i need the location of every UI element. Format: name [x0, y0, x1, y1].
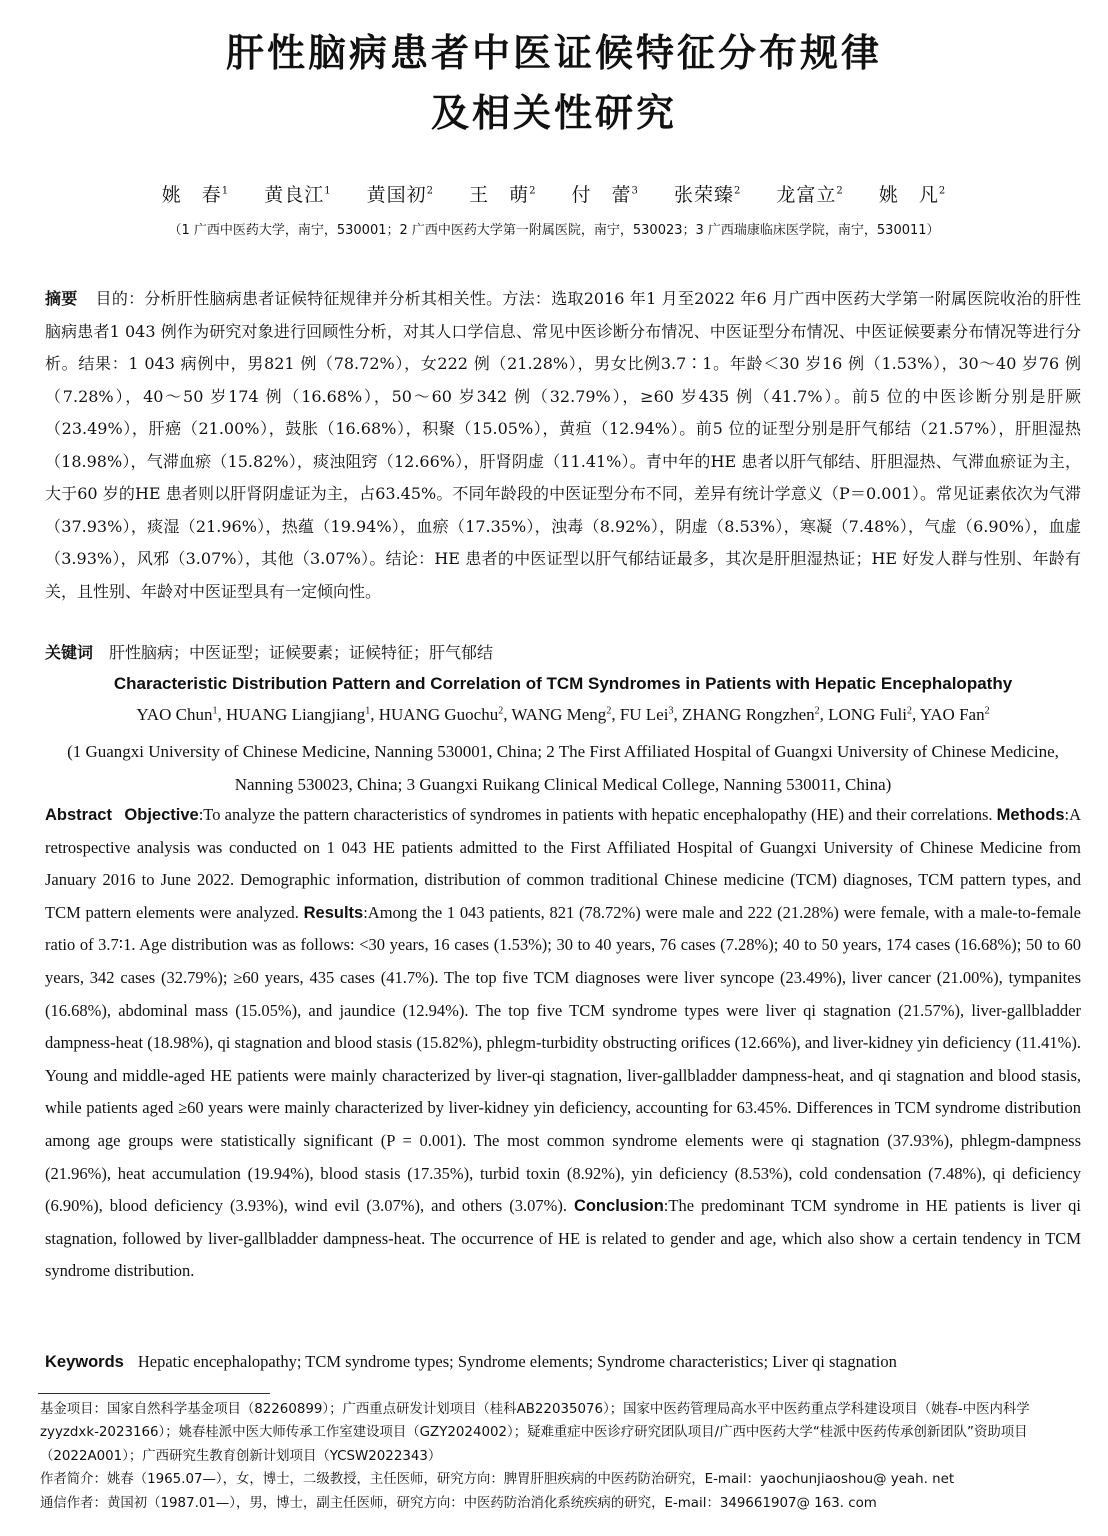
keywords-cn-text: 肝性脑病；中医证型；证候要素；证候特征；肝气郁结 [109, 643, 494, 662]
author-cn: 王 萌$^2$ [469, 184, 537, 206]
title-en: Characteristic Distribution Pattern and Correlation of TCM Syndromes in Patients with Hepatic Encephalopathy [113, 674, 1013, 693]
author-cn: 张荣臻$^2$ [673, 184, 742, 206]
author-en: HUANG Liangjiang$^1$ [225, 705, 371, 724]
author-cn: 黄国初$^2$ [366, 184, 435, 206]
footnote-divider [38, 1393, 270, 1394]
author-cn: 姚 春$^1$ [161, 184, 230, 206]
conclusion-text: :The predominant TCM syndrome in HE patients is liver qi stagnation, followed by liver-gallbladder dampness-heat. The occurrence of HE is related to gender and age, which also show a certain tendency in TCM syndrome distribution. [45, 1196, 1081, 1281]
author-en: HUANG Guochu$^2$ [378, 705, 504, 724]
title-cn-line2: 及相关性研究 [430, 91, 677, 135]
author-en: FU Lei$^3$ [619, 705, 674, 724]
author-cn: 付 蕾$^3$ [571, 184, 639, 206]
keywords-cn-label: 关键词 [45, 643, 94, 662]
methods-label: Methods [996, 806, 1065, 824]
abstract-en-label: Abstract [45, 806, 112, 824]
author-en: LONG Fuli$^2$ [828, 705, 912, 724]
conclusion-label: Conclusion [573, 1197, 664, 1216]
author-cn: 姚 凡$^2$ [878, 184, 947, 206]
authors-en: YAO Chun$^1$, HUANG Liangjiang$^1$, HUANG Guochu$^2$, WANG Meng$^2$, FU Lei$^3$, ZHANG Rongzhen$^2$, LONG Fuli$^2$, YAO Fan$^2$ [136, 705, 990, 724]
footnote-corresponding: 通信作者：黄国初（1987.01—），男，博士，副主任医师，研究方向：中医药防治消化系统疾病的研究，E-mail：349661907@ 163. com [40, 1495, 877, 1511]
title-cn-line1: 肝性脑病患者中医证候特征分布规律 [225, 31, 882, 75]
objective-text: :To analyze the pattern characteristics of syndromes in patients with hepatic encephalopathy (HE) and their correlations. [198, 805, 993, 824]
objective-label: Objective [124, 806, 199, 824]
abstract-cn-text: 目的：分析肝性脑病患者证候特征规律并分析其相关性。方法：选取2016 年1 月至2022 年6 月广西中医药大学第一附属医院收治的肝性脑病患者1 043 例作为研究对象进行回顾性分析，对其人口学信息、常见中医诊断分布情况、中医证型分布情况、中医证候要素分布情况等进行分析。结果：1 043 病例中，男821 例（78.72%），女222 例（21.28%），男女比例3.7∶1。年龄＜30 岁16 例（1.53%），30～40 岁76 例（7.28%），40～50 岁174 例（16.68%），50～60 岁342 例（32.79%），≥60 岁435 例（41.7%）。前5 位的中医诊断分别是肝厥（23.49%），肝癌（21.00%），鼓胀（16.68%），积聚（15.05%），黄疸（12.94%）。前5 位的证型分别是肝气郁结（21.57%），肝胆湿热（18.98%），气滞血瘀（15.82%），痰浊阻窍（12.66%），肝肾阴虚（11.41%）。青中年的HE 患者以肝气郁结、肝胆湿热、气滞血瘀证为主，大于60 岁的HE 患者则以肝肾阴虚证为主，占63.45%。不同年龄段的中医证型分布不同，差异有统计学意义（P＝0.001）。常见证素依次为气滞（37.93%），痰湿（21.96%），热蕴（19.94%），血瘀（17.35%），浊毒（8.92%），阴虚（8.53%），寒凝（7.48%），气虚（6.90%），血虚（3.93%），风邪（3.07%），其他（3.07%）。结论：HE 患者的中医证型以肝气郁结证最多，其次是肝胆湿热证；HE 好发人群与性别、年龄有关，且性别、年龄对中医证型具有一定倾向性。 [45, 289, 1081, 601]
author-cn: 龙富立$^2$ [776, 184, 844, 206]
results-label: Results [303, 903, 364, 922]
abstract-en [45, 799, 1081, 1288]
keywords-en [45, 1352, 1081, 1372]
author-en: YAO Fan$^2$ [919, 705, 990, 724]
affiliation-en: (1 Guangxi University of Chinese Medicine, Nanning 530001, China; 2 The First Affiliated Hospital of Guangxi University of Chinese Medicine, Nanning 530023, China; 3 Guangxi Ruikang Clinical Medical College, Nanning 530011, China) [67, 742, 1059, 794]
footnotes [40, 1398, 1090, 1515]
results-text: :Among the 1 043 patients, 821 (78.72%) were male and 222 (21.28%) were female, with a male-to-female ratio of 3.7∶1. Age distribution was as follows: <30 years, 16 cases (1.53%); 30 to 40 years, 76 cases (7.28%); 40 to 50 years, 174 cases (16.68%); 50 to 60 years, 342 cases (32.79%); ≥60 years, 435 cases (41.7%). The top five TCM diagnoses were liver syncope (23.49%), liver cancer (21.00%), tympanites (16.68%), abdominal mass (15.05%), and jaundice (12.94%). The top five TCM syndrome types were liver qi stagnation (21.57%), liver-gallbladder dampness-heat (18.98%), qi stagnation and blood stasis (15.82%), phlegm-turbidity obstructing orifices (12.66%), and liver-kidney yin deficiency (11.41%). Young and middle-aged HE patients were mainly characterized by liver-qi stagnation, liver-gallbladder dampness-heat, and qi stagnation and blood stasis, while patients aged ≥60 years were mainly characterized by liver-kidney yin deficiency, accounting for 63.45%. Differences in TCM syndrome distribution among age groups were statistically significant (P = 0.001). The most common syndrome elements were qi stagnation (37.93%), phlegm-dampness (21.96%), heat accumulation (19.94%), blood stasis (17.35%), turbid toxin (8.92%), yin deficiency (8.53%), cold condensation (7.48%), qi deficiency (6.90%), blood deficiency (3.93%), wind evil (3.07%), and others (3.07%). [45, 902, 1081, 1216]
keywords-cn [45, 640, 1081, 663]
affiliation-cn: （1 广西中医药大学，南宁，530001；2 广西中医药大学第一附属医院，南宁，530023；3 广西瑞康临床医学院，南宁，530011） [168, 223, 940, 238]
footnote-funding: 基金项目：国家自然科学基金项目（82260899）；广西重点研发计划项目（桂科AB22035076）；国家中医药管理局高水平中医药重点学科建设项目（姚春-中医内科学 zyyzdxk-2023166）；姚春桂派中医大师传承工作室建设项目（GZY2024002）；疑难重症中医诊疗研究团队项目/广西中医药大学“桂派中医药传承创新团队”资助项目（2022A001）；广西研究生教育创新计划项目（YCSW2022343） [40, 1402, 1030, 1464]
methods-text: :A retrospective analysis was conducted on 1 043 HE patients admitted to the First Affiliated Hospital of Guangxi University of Chinese Medicine from January 2016 to June 2022. Demographic information, distribution of common traditional Chinese medicine (TCM) diagnoses, TCM pattern types, and TCM pattern elements were analyzed. [45, 805, 1082, 922]
author-en: ZHANG Rongzhen$^2$ [681, 705, 820, 724]
keywords-en-label: Keywords [45, 1353, 124, 1371]
keywords-en-text: Hepatic encephalopathy; TCM syndrome types; Syndrome elements; Syndrome characteristics; Liver qi stagnation [137, 1352, 897, 1371]
authors-cn [0, 180, 1108, 207]
author-en: YAO Chun$^1$ [136, 705, 218, 724]
author-en: WANG Meng$^2$ [511, 705, 612, 724]
abstract-cn [45, 283, 1081, 608]
author-cn: 黄良江$^1$ [264, 184, 332, 206]
footnote-author-intro: 作者简介：姚春（1965.07—），女，博士，二级教授，主任医师，研究方向：脾胃肝胆疾病的中医药防治研究，E-mail：yaochunjiaoshou@ yeah. net [40, 1472, 955, 1488]
abstract-cn-label: 摘要 [45, 289, 78, 308]
